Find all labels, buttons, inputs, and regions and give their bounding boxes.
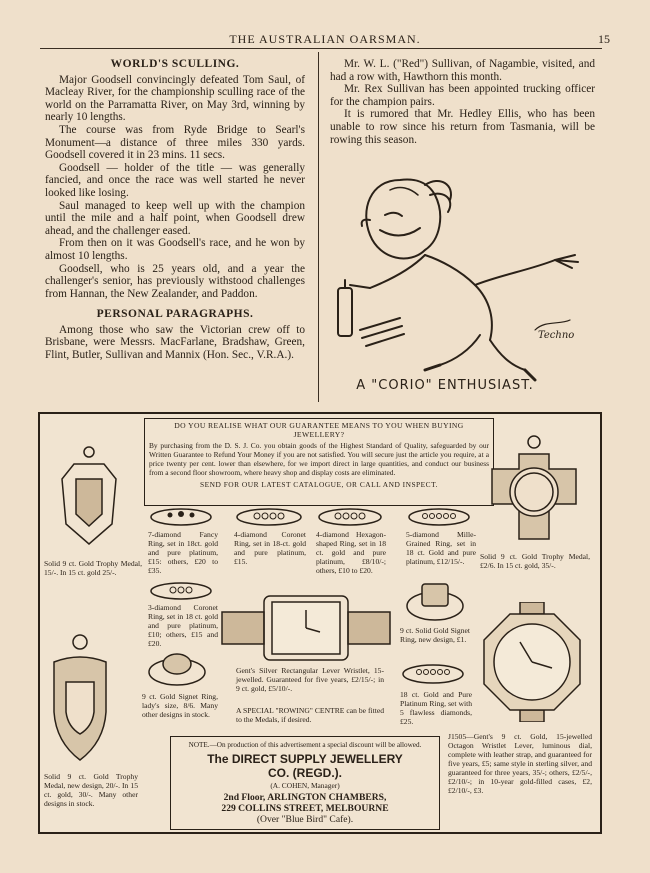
page-number: 15 [598,32,610,46]
guarantee-box [144,418,494,506]
company-name-line2: CO. (REGD.). [268,766,342,780]
address-line1: 2nd Floor, ARLINGTON CHAMBERS, [223,792,387,803]
ring-icon [234,506,304,528]
gents-signet-description: 9 ct. Solid Gold Signet Ring, new design, £1. [400,626,470,644]
ring-coronet4-description: 4-diamond Coronet Ring, set in 18-ct. gold and pure platinum, £15. [234,530,306,566]
jewellery-advertisement [38,412,602,834]
paragraph: Mr. W. L. ("Red") Sullivan, of Nagambie, visited, and had a row with, Hawthorn this month. [330,58,595,83]
ring-icon [316,506,384,528]
heading-worlds-sculling: WORLD'S SCULLING. [110,58,240,70]
medal1-description: Solid 9 ct. Gold Trophy Medal, 15/-. In 15 ct. gold 25/-. [44,559,142,577]
paragraph: It is rumored that Mr. Hedley Ellis, who has been unable to row since his return from Tasmania, will be rowing this season. [330,108,595,146]
column-rule [318,52,319,402]
right-column [330,58,595,146]
ring-fancy-description: 7-diamond Fancy Ring, set in 18ct. gold and pure platinum, £15: others, £20 to £35. [148,530,218,575]
ring-hexagon-description: 4-diamond Hexagon-shaped Ring, set in 18 ct. gold and pure platinum, £8/10/-; others, £10 to £20. [316,530,386,575]
cartoon-signature: Techno [538,330,575,341]
cartoon-caption: A "CORIO" ENTHUSIAST. [356,378,534,393]
guarantee-heading: DO YOU REALISE WHAT OUR GUARANTEE MEANS TO YOU WHEN BUYING JEWELLERY? [174,421,464,439]
paragraph: Goodsell — holder of the title — was generally fancied, and once the race was well started he never looked like losing. [45,161,305,199]
cross-medal-icon [484,434,584,549]
octagon-wristlet-description: J1505—Gent's 9 ct. Gold, 15-jewelled Octagon Wristlet Lever, luminous dial, complete with leather strap, and guaranteed for five years, £5; same style in sterling silver, and guaranteed for three years, 35/-; others, £2/5/-, £2/10/-; in 10-year gold-filled cases, £2, £2/10/-, £3. [448,732,592,795]
publication-title: THE AUSTRALIAN OARSMAN. [229,32,421,46]
cross-medal-description: Solid 9 ct. Gold Trophy Medal, £2/6. In 15 ct. gold, 35/-. [480,552,590,570]
guarantee-body: By purchasing from the D. S. J. Co. you obtain goods of the Highest Standard of Quality, safeguarded by our Written Guarantee to Refund Your Money if you are not satisfied. You will secure just the article you require, at a price twenty per cent. lower than elsewhere, for we import direct in large quantities, and conduct our business from a second floor showroom, where heavy shop and display costs are eliminated. [149,441,489,477]
company-footer-box [170,736,440,830]
paragraph: From then on it was Goodsell's race, and he won by almost 10 lengths. [45,237,305,262]
platinum-ring-description: 18 ct. Gold and Pure Platinum Ring, set with 5 flawless diamonds, £25. [400,690,472,726]
address-line3: (Over "Blue Bird" Cafe). [256,814,354,825]
ring-icon [148,580,214,602]
manager-line: (A. COHEN, Manager) [270,781,340,790]
octagon-wristlet-watch-icon [472,602,592,722]
left-column [45,58,305,362]
cartoon-illustration [330,160,600,400]
silver-wristlet-description: Gent's Silver Rectangular Lever Wristlet, 15-jewelled. Guaranteed for five years, £2/15/-; in 9 ct. gold, £5/10/-. [236,666,384,693]
paragraph: Goodsell, who is 25 years old, and a year the challenger's senior, has previously withstood challenges from Hannan, the New Zealander, and Paddon. [45,262,305,300]
shield-medal-description: Solid 9 ct. Gold Trophy Medal, new design, 20/-. In 15 ct. gold, 30/-. Many other designs in stock. [44,772,138,808]
heading-personal-paragraphs: PERSONAL PARAGRAPHS. [96,308,254,321]
paragraph: Among those who saw the Victorian crew off to Brisbane, were Messrs. MacFarlane, Bradshaw, Green, Flint, Butler, Sullivan and Mannix (Hon. Sec., V.R.A.). [45,323,305,362]
ring-millegrained-description: 5-diamond Mille-Grained Ring, set in 18 ct. Gold and pure platinum, £12/15/-. [406,530,476,566]
rowing-centre-note: A SPECIAL "ROWING" CENTRE can be fitted to the Medals, if desired. [236,706,384,724]
shield-medal-icon [44,632,116,768]
signet-ring-icon [144,650,210,690]
address-line2: 229 COLLINS STREET, MELBOURNE [221,803,389,814]
guarantee-footer: SEND FOR OUR LATEST CATALOGUE, OR CALL AND INSPECT. [200,480,438,489]
lady-signet-description: 9 ct. Gold Signet Ring, lady's size, 8/6. Many other designs in stock. [142,692,218,719]
paragraph: Major Goodsell convincingly defeated Tom Saul, of Macleay River, for the championship sculling race of the world on the Parramatta River, on May 3rd, winning by nearly 10 lengths. [45,73,305,124]
header-rule [40,48,602,49]
paragraph: Mr. Rex Sullivan has been appointed trucking officer for the champion pairs. [330,83,595,108]
rectangular-wristlet-watch-icon [220,592,392,664]
company-name-line1: The DIRECT SUPPLY JEWELLERY [207,752,403,766]
trophy-medal-icon [54,444,124,554]
paragraph: The course was from Ryde Bridge to Searl's Monument—a distance of three miles 330 yards. Goodsell covered it in 23 mins. 11 secs. [45,123,305,162]
ring-coronet3-description: 3-diamond Coronet Ring, set in 18 ct. gold and pure platinum, £10; others, £15 and £20. [148,603,218,648]
discount-note: NOTE.—On production of this advertisement a special discount will be allowed. [188,741,422,749]
running-head [40,32,610,48]
ring-icon [400,662,466,686]
ring-icon [148,506,214,528]
ring-icon [406,506,472,528]
signet-ring-icon [402,580,468,624]
paragraph: Saul managed to keep well up with the champion until the mile and a half point, when Goodsell drew ahead, and the challenger eased. [45,199,305,237]
